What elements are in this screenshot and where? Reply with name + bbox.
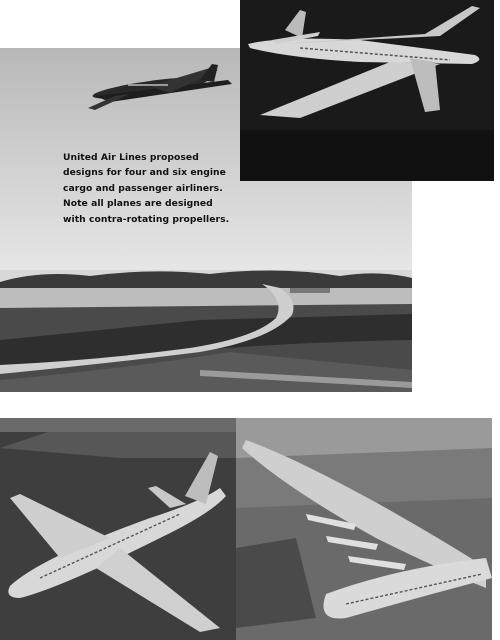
dark-plane-photo	[240, 0, 494, 181]
highway-landscape-photo	[0, 270, 412, 392]
giant-airliner-photo	[236, 418, 492, 640]
giant-airliner-panel	[236, 418, 492, 640]
airport-terminal-photo	[0, 418, 236, 640]
highway-landscape-panel	[0, 270, 412, 392]
airport-terminal-panel	[0, 418, 236, 640]
dark-plane-photo-panel	[240, 0, 494, 181]
photo-caption: United Air Lines proposed designs for four and six engine cargo and passenger airliners. Note all planes are designed with contra-rotating propellers.	[63, 152, 230, 225]
